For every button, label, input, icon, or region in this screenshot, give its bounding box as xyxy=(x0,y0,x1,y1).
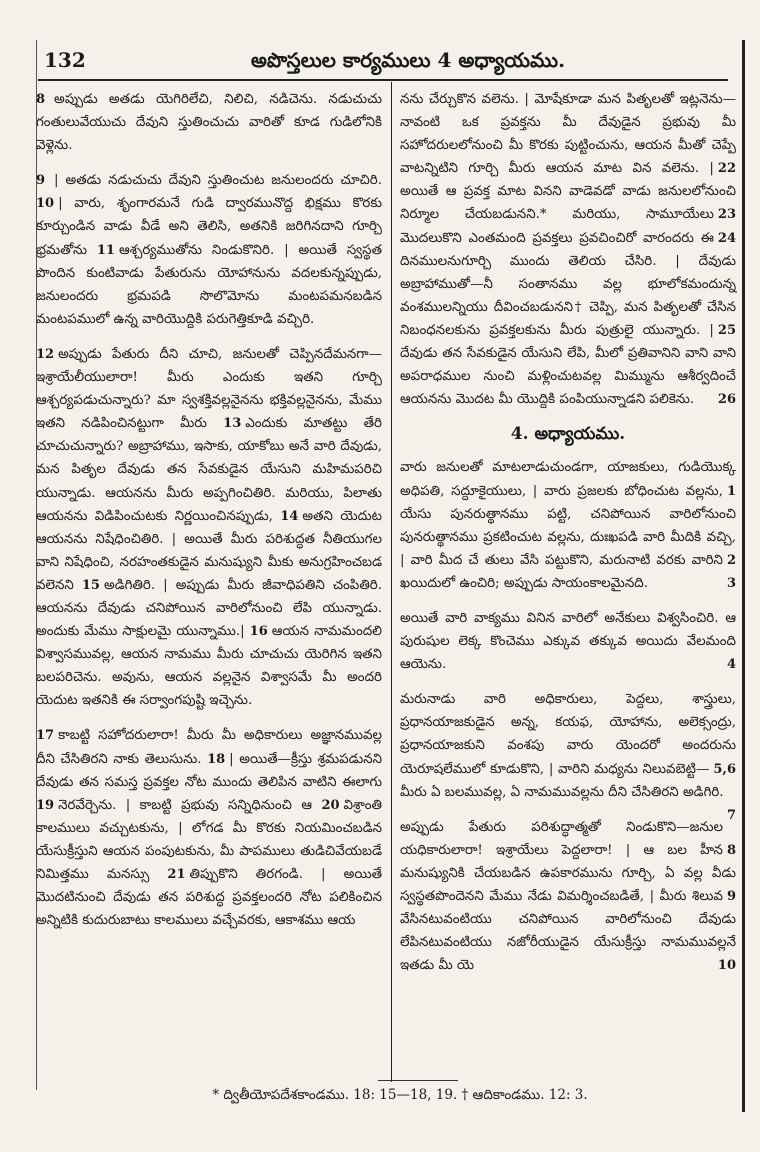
verse-paragraph xyxy=(36,343,382,713)
verse-text: నెరవేర్చెను. | కాబట్టి ప్రభువు సన్నిధినుంచి ఆ xyxy=(58,797,313,813)
verse-number: 15 xyxy=(81,577,100,593)
verse-number: 21 xyxy=(167,867,186,882)
verse-text: చేయబడునని.* మరియు, సామూయేలు మొదలుకొని ఎంతమంది ప్రవక్తలు ప్రవచించిరో వారందరు ఈ xyxy=(400,207,714,246)
verse-paragraph xyxy=(36,724,382,932)
verse-number: 5,6 xyxy=(713,761,736,777)
verse-number: 13 xyxy=(223,416,242,432)
verse-paragraph xyxy=(36,88,382,157)
verse-text: అప్పుడు అతడు యెగిరిలేచి, నిలిచి, నడిచెను. నడుచుచు గంతులువేయుచు దేవుని స్తుతించుచు వారితో కూడ గుడిలోనికి వెళ్లెను. xyxy=(36,92,382,154)
verse-number: 22 xyxy=(717,161,736,177)
verse-paragraph xyxy=(400,688,736,823)
chapter-title: 4. అధ్యాయము. xyxy=(510,424,626,445)
verse-text: అడిగితిరి. | అప్పుడు మీరు జీవాధిపతిని చంపితిరి. ఆయనను దేవుడు చనిపోయిన వారిలోనుంచి లేపి యున్నాడు. అందుకు మేము సాక్షులమై యున్నాము.| xyxy=(36,577,382,640)
verse-number: 10 xyxy=(717,958,736,974)
verse-text: కాబట్టి సహోదరులారా! మీరు మీ అధికారులు అజ్ఞానమువల్ల దీని చేసితిరని నాకు తెలుసును. xyxy=(36,728,382,767)
verse-paragraph xyxy=(400,88,736,411)
verse-text: వారు జనులతో మాటలాడుచుండగా, యాజకులు, గుడియొక్క అధిపతి, సద్దూకైయులు, | వారు ప్రజలకు xyxy=(400,460,736,499)
verse-number: 26 xyxy=(717,392,736,408)
verse-text: తులు వేసి పట్టుకొని, మరునాటి వరకు వారిని ఖయిదులో ఉంచిరి; అప్పుడు సాయంకాలమైనది. xyxy=(400,552,723,591)
verse-number: 9 xyxy=(36,173,46,189)
verse-number: 12 xyxy=(36,346,55,362)
page-number: 132 xyxy=(44,48,86,72)
verse-number: 9 xyxy=(726,889,736,904)
right-column xyxy=(400,88,736,989)
verse-number: 10 xyxy=(36,196,55,212)
verse-number: 7 xyxy=(726,807,736,823)
left-column xyxy=(36,88,382,944)
running-head: అపొస్తలుల కార్యములు 4 అధ్యాయము. xyxy=(250,48,566,72)
verse-number: 8 xyxy=(36,92,46,107)
verse-number: 23 xyxy=(717,207,736,223)
verse-paragraph xyxy=(36,169,382,331)
verse-text: మరునాడు వారి అధికారులు, పెద్దలు, శాస్త్రులు, ప్రధానయాజకుడైన అన్న, కయఫ, యోహాను, అలెక్సంద్రు, ప్రధానయాజకుని వంశపు వారు యెందరో అందరును యెరూషలేములో కూడుకొని, | వారిని xyxy=(400,692,736,777)
verse-text: | వారు, శృంగారమనే గుడి ద్వారమునొద్ద భిక్షము కొరకు కూర్చుండిన వాడు వీడే అని తెలిసి, అతనికి జరిగినదాని గూర్చి భ్రమతోను xyxy=(36,196,382,258)
verse-text: హీన మనుష్యునికి చేయబడిన ఉపకారమును గూర్చి, ఏ వల్ల వీడు స్వస్థతపొందెనని మేము నేడు విమర్శించబడితే, xyxy=(400,842,736,904)
verse-number: 11 xyxy=(96,242,115,258)
verse-paragraph xyxy=(400,816,736,978)
verse-text: అప్పుడు పేతురు పరిశుద్ధాత్మతో నిండుకొని—జనుల యధికారులారా! ఇశ్రాయేలు పెద్దలారా! | ఆ బల xyxy=(400,819,723,858)
verse-text: | మీరు శిలువ వేసినటువంటియు చనిపోయిన వారిలోనుంచి దేవుడు లేపినటువంటియు నజోరీయుడైన యేసుక్రీస్తు నామమువల్లనే ఇతడు మీ యె xyxy=(400,889,736,974)
verse-paragraph xyxy=(400,607,736,676)
footnote: * ద్వితీయోపదేశకాండము. 18: 15—18, 19. † ఆదికాండము. 12: 3. xyxy=(212,1087,588,1103)
verse-text: అయితే వారి వాక్యము వినిన వారిలో అనేకులు విశ్వసించిరి. ఆ పురుషుల లెక్క కొంచెము ఎక్కువ తక్కువ అయిదు వేలమంది ఆయెను. xyxy=(400,610,736,673)
verse-number: 3 xyxy=(726,575,736,591)
verse-text: విశ్రాంతి కాలములు వచ్చుటకును, | లోగడ మీ కొరకు నియమించబడిన యేసుక్రీస్తుని ఆయన పంపుటకును, మీ పాపములు తుడిచివేయబడే నిమిత్తము మనస్సు xyxy=(36,797,382,882)
verse-text: | అయితే—క్రీస్తు శ్రమపడునని దేవుడు తన సమస్త ప్రవక్తల నోట ముందు తెలిపిన వాటిని ఈలాగు xyxy=(36,751,383,790)
verse-text: బోధించుట వల్లను, యేసు పునరుత్థానము పట్టి, చనిపోయిన వారిలోనుంచి పునరుత్థానము ప్రకటించుట వల్లను, దుఃఖపడి వారి మీదికి వచ్చి, | వారి మీద చే xyxy=(400,483,736,568)
verse-text: పుత్రులై యున్నారు. | దేవుడు తన సేవకుడైన యేసుని లేపి, మీలో ప్రతివానిని వాని వాని అపరాధముల నుంచి మళ్లించుటవల్ల మిమ్మును ఆశీర్వదించే ఆయనను మొదట మీ యొద్దికి పంపియున్నాడని పలికెను. xyxy=(400,322,736,408)
verse-text: తిప్పుకొని తిరగండి. | అయితే మొదటినుంచి దేవుడు తన పరిశుద్ధ ప్రవక్తలందరి నోట పలికించిన అన్నిటికి కుదురుబాటు కాలములు వచ్చేవరకు, ఆకాశము ఆయ xyxy=(36,867,382,929)
column-divider xyxy=(391,82,392,1082)
footnote-rule xyxy=(378,1080,458,1081)
verse-number: 8 xyxy=(726,842,736,858)
verse-number: 1 xyxy=(726,483,736,499)
verse-text: ఎందుకు మాతట్టు తేరి చూచుచున్నారు? అబ్రాహాము, ఇసాకు, యాకోబు అనే వారి దేవుడు, మన పితృల దేవుడు తన సేవకుడైన యేసుని మహిమపరిచి యున్నాడు. ఆయనను మీరు అప్పగించితిరి. మరియు, పిలాతు ఆయనను విడిపించుటకు నిర్ణయించినప్పుడు, xyxy=(36,416,382,524)
verse-number: 24 xyxy=(717,230,736,246)
verse-text: | అతడు నడుచుచు దేవుని స్తుతించుట జనులందరు చూచిరి. xyxy=(54,173,382,189)
verse-text: అప్పుడు పేతురు దీని చూచి, జనులతో చెప్పినదేమనగా—ఇశ్రాయేలీయులారా! మీరు ఎందుకు ఇతని గూర్చి ఆశ్చర్యపడుచున్నారు? మా స్వశక్తివల్లనైనను భక్తివల్లనైనను, మేము ఇతని నడిపించినట్టుగా మీరు xyxy=(36,346,382,432)
verse-text: అతని యెదుట ఆయనను నిషేధించితిరి. | అయితే మీరు పరిశుద్ధత నీతియుగల వాని నిషేధించి, నరహంతకుడైన మనుష్యుని మీకు అనుగ్రహించబడ వలెనని xyxy=(36,508,382,593)
page-header xyxy=(38,44,728,78)
verse-number: 25 xyxy=(717,322,736,338)
verse-number: 20 xyxy=(321,797,340,813)
page-border-right xyxy=(742,40,745,1112)
verse-number: 2 xyxy=(726,552,736,568)
verse-text: ఆశ్చర్యముతోను నిండుకొనిరి. | అయితే స్వస్థత పొందిన కుంటివాడు పేతురును యోహానును వదలకున్నప్పుడు, జనులందరు భ్రమపడి సొలొమోను మంటపమనబడిన మంటపములో ఉన్న వారియొద్దికి పరుగెత్తికూడి వచ్చిరి. xyxy=(36,242,382,327)
verse-text: మీరు ఆయన మాట విన వలెను. | అయితే ఆ ప్రవక్త మాట వినని వాడెవడో వాడు జనులలోనుంచి నిర్మూల xyxy=(400,161,736,223)
verse-number: 4 xyxy=(726,657,736,673)
verse-text: ఆయన నామమందలి విశ్వాసమువల్ల, ఆయన నామము మీరు చూచుచు యెరిగిన ఇతని బలపరిచెను. అవును, ఆయన వల్లనైన విశ్వాసమే మీ అందరి యెదుట ఇతనికి ఈ సర్వాంగపుష్టి ఇచ్చెను. xyxy=(36,624,382,709)
verse-number: 17 xyxy=(36,728,55,744)
header-rule xyxy=(38,79,728,81)
verse-number: 14 xyxy=(280,508,299,524)
verse-text: నను చేర్చుకొన వలెను. | మోషేకూడా మన పితృలతో ఇట్లనెను—నావంటి ఒక ప్రవక్తను మీ దేవుడైన ప్రభువు మీ సహోదరులలోనుంచి మీ కొరకు పుట్టించును, ఆయన మీతో చెప్పే వాటన్నిటిని గూర్చి xyxy=(400,92,736,177)
verse-number: 18 xyxy=(207,751,226,767)
verse-number: 16 xyxy=(249,624,268,640)
verse-text: దినములనుగూర్చి ముందు తెలియ చేసిరి. | దేవుడు అబ్రాహాముతో—నీ సంతానము వల్ల భూలోకమందున్న వంశములన్నియు దీవించబడునని† చెప్పి, మన పితృలతో చేసిన నిబంధనలకును ప్రవక్తలకును మీరు xyxy=(400,253,736,338)
verse-paragraph xyxy=(400,456,736,595)
verse-text: మధ్యను నిలువబెట్టి—మీరు ఏ బలమువల్ల, ఏ నామమువల్లను దీని చేసితిరని అడిగిరి. xyxy=(400,761,724,800)
verse-number: 19 xyxy=(36,797,55,813)
